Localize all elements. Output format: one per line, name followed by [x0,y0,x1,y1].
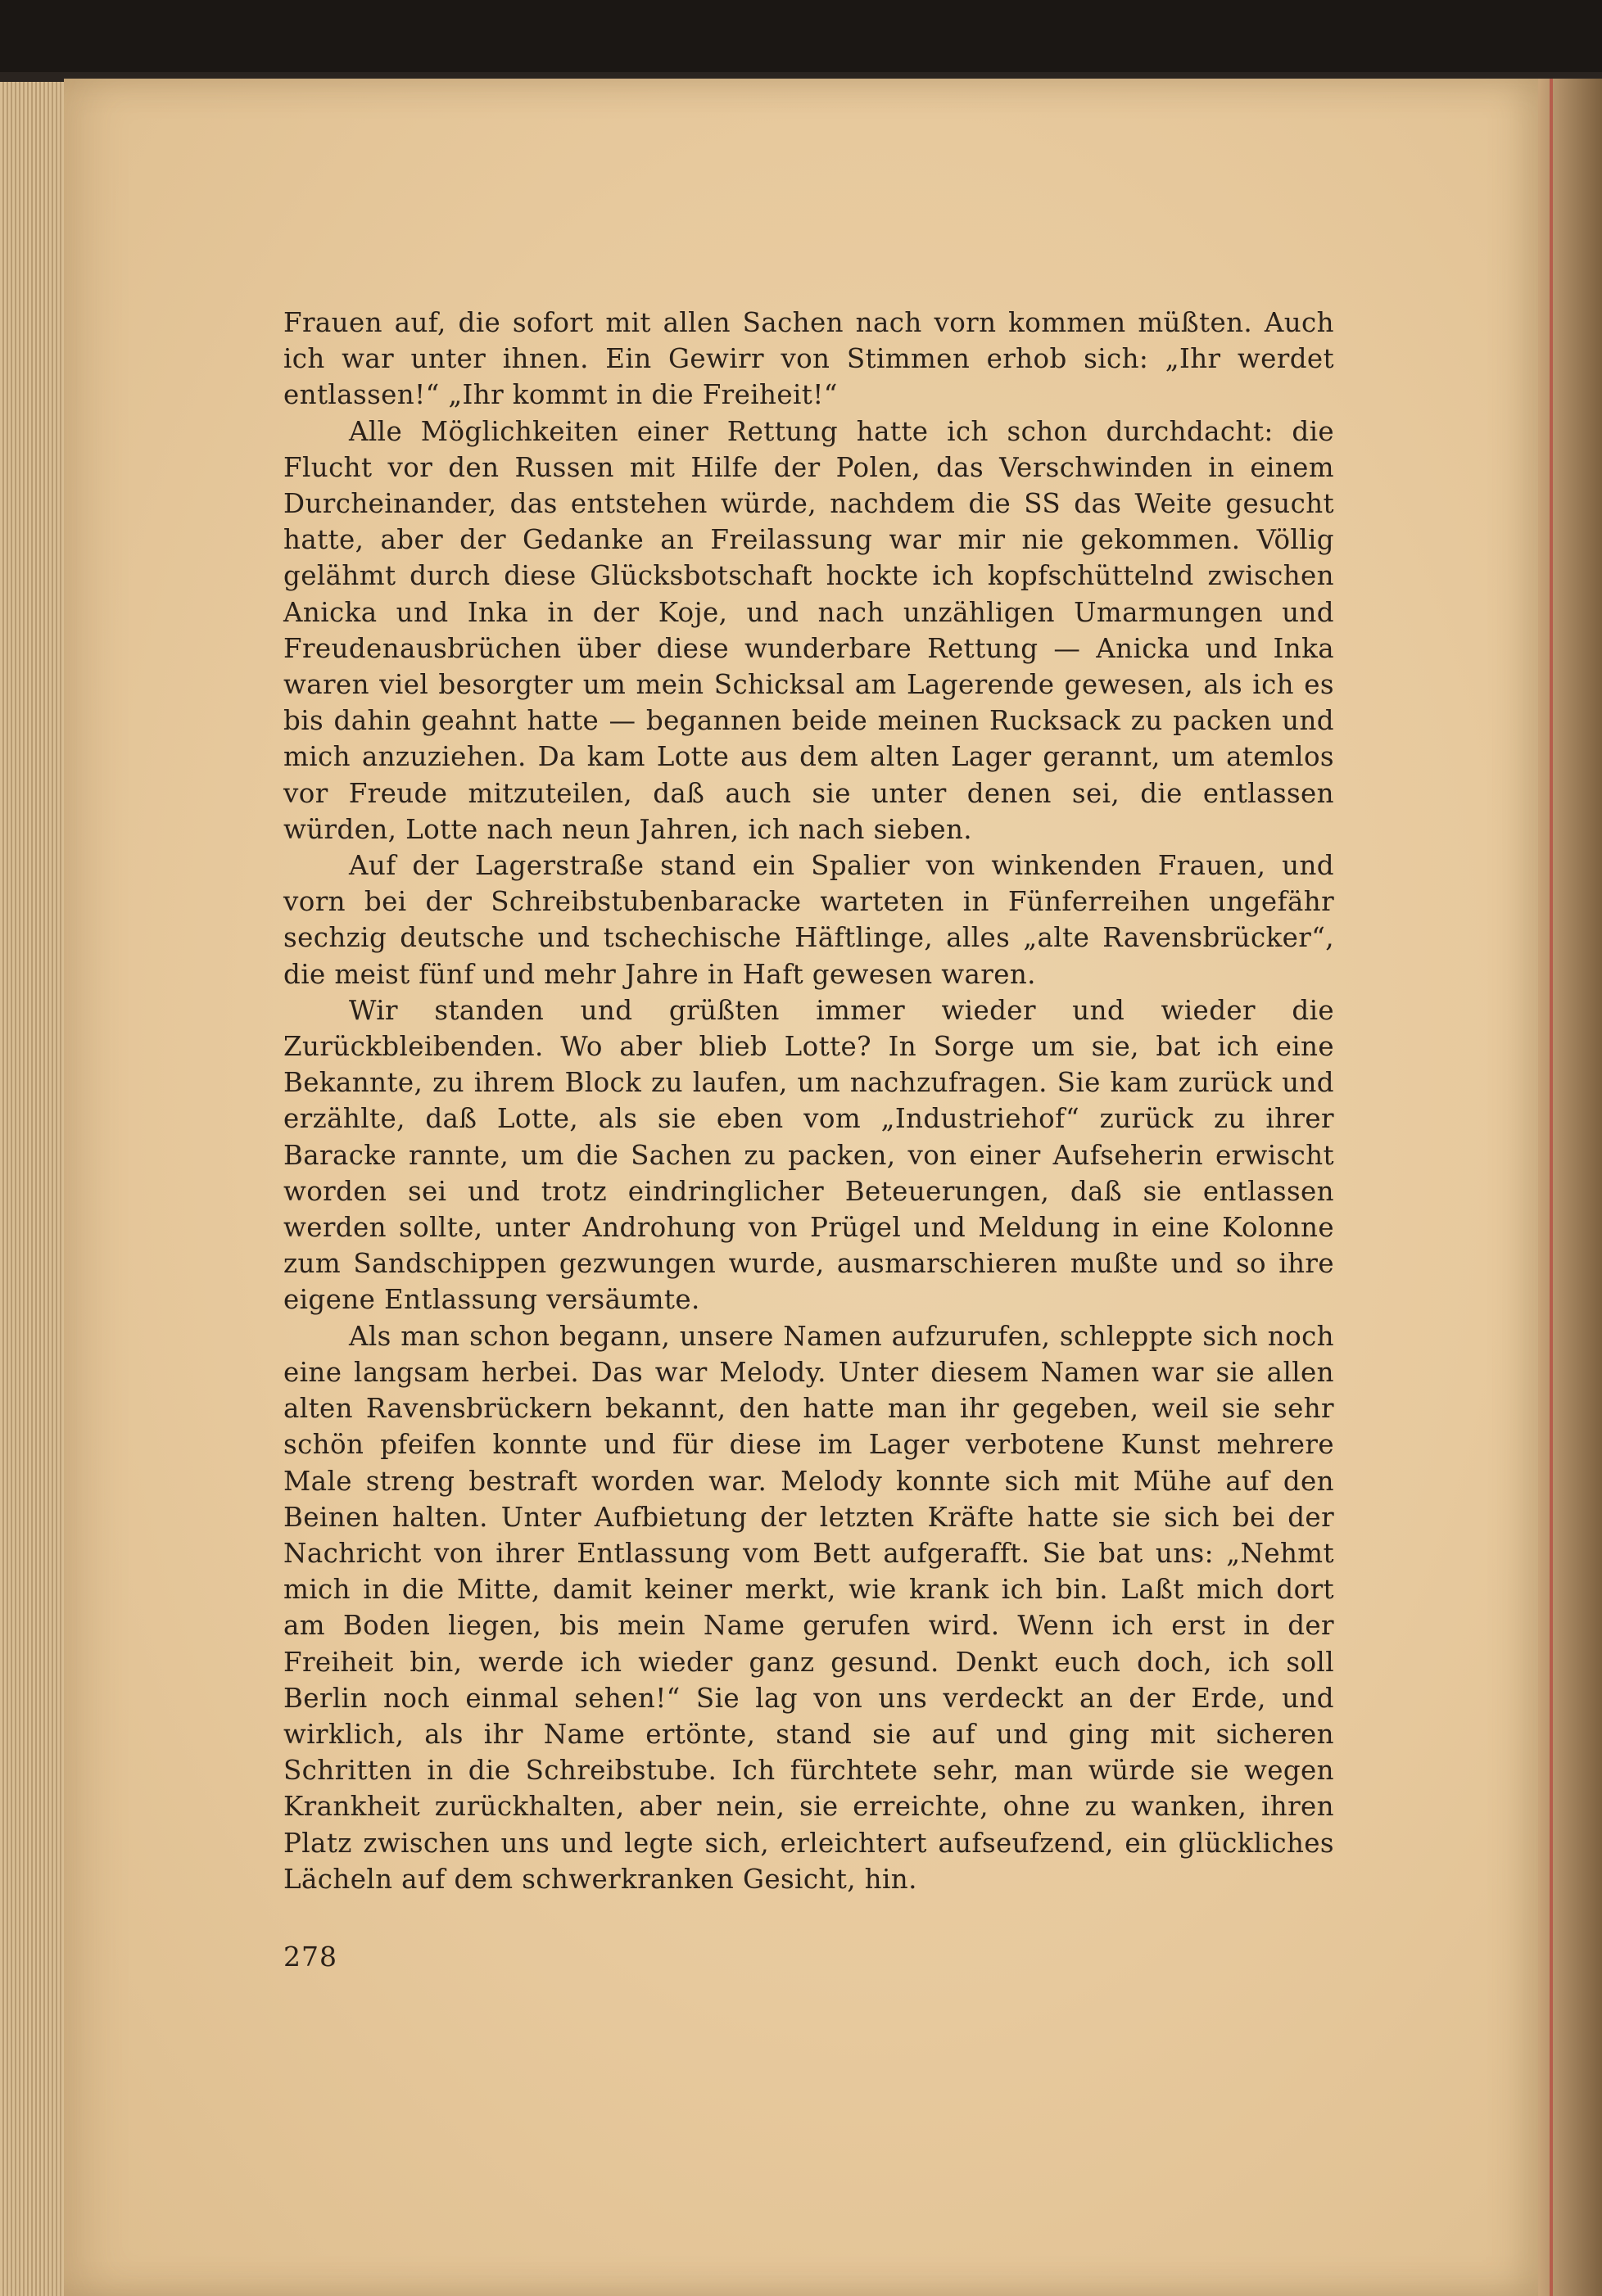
paragraph-2: Alle Möglichkeiten einer Rettung hatte ich schon durchdacht: die Flucht vor den Russen mit Hilfe der Polen, das Verschwinden in einem Durcheinander, das entstehen würde, nachdem die SS das Weite gesucht hatte, aber der Gedanke an Freilassung war mir nie gekommen. Völlig gelähmt durch diese Glücksbotschaft hockte ich kopfschüttelnd zwischen Anicka und Inka in der Koje, und nach unzähligen Umarmungen und Freudenausbrüchen über diese wunderbare Rettung — Anicka und Inka waren viel besorgter um mein Schicksal am Lagerende gewesen, als ich es bis dahin geahnt hatte — begannen beide meinen Rucksack zu packen und mich anzuziehen. Da kam Lotte aus dem alten Lager gerannt, um atemlos vor Freude mitzuteilen, daß auch sie unter denen sei, die entlassen würden, Lotte nach neun Jahren, ich nach sieben. [283,415,1334,845]
page-edges [0,82,66,2296]
page-number: 278 [283,1941,337,1973]
paragraph-5: Als man schon begann, unsere Namen aufzurufen, schleppte sich noch eine langsam herbei. Das war Melody. Unter diesem Namen war sie allen alten Ravensbrückern bekannt, den hatte man ihr gegeben, weil sie sehr schön pfeifen konnte und für diese im Lager verbotene Kunst mehrere Male streng bestraft worden war. Melody konnte sich mit Mühe auf den Beinen halten. Unter Aufbietung der letzten Kräfte hatte sie sich bei der Nachricht von ihrer Entlassung vom Bett aufgerafft. Sie bat uns: „Nehmt mich in die Mitte, damit keiner merkt, wie krank ich bin. Laßt mich dort am Boden liegen, bis mein Name gerufen wird. Wenn ich erst in der Freiheit bin, werde ich wieder ganz gesund. Denkt euch doch, ich soll Berlin noch einmal sehen!“ Sie lag von uns verdeckt an der Erde, und wirklich, als ihr Name ertönte, stand sie auf und ging mit sicheren Schritten in die Schreibstube. Ich fürchtete sehr, man würde sie wegen Krankheit zurückhalten, aber nein, sie erreichte, ohne zu wanken, ihren Platz zwischen uns und legte sich, erleichtert aufseufzend, ein glückliches Lächeln auf dem schwerkranken Gesicht, hin. [283,1320,1334,1895]
body-text [283,305,1334,1897]
paragraph-4: Wir standen und grüßten immer wieder und wieder die Zurückbleibenden. Wo aber blieb Lotte? In Sorge um sie, bat ich eine Bekannte, zu ihrem Block zu laufen, um nachzufragen. Sie kam zurück und erzählte, daß Lotte, als sie eben vom „Industriehof“ zurück zu ihrer Baracke rannte, um die Sachen zu packen, von einer Aufseherin erwischt worden sei und trotz eindringlicher Beteuerungen, daß sie entlassen werden sollte, unter Androhung von Prügel und Meldung in eine Kolonne zum Sandschippen gezwungen wurde, ausmarschieren mußte und so ihre eigene Entlassung versäumte. [283,994,1334,1316]
book-binding [1538,79,1602,2296]
paragraph-1: Frauen auf, die sofort mit allen Sachen nach vorn kommen müßten. Auch ich war unter ihnen. Ein Gewirr von Stimmen erhob sich: „Ihr werdet entlassen!“ „Ihr kommt in die Freiheit!“ [283,307,1334,411]
paragraph-3: Auf der Lagerstraße stand ein Spalier von winkenden Frauen, und vorn bei der Schreibstubenbaracke warteten in Fünferreihen ungefähr sechzig deutsche und tschechische Häftlinge, alles „alte Ravensbrücker“, die meist fünf und mehr Jahre in Haft gewesen waren. [283,850,1334,990]
scan-background-top [0,0,1602,82]
